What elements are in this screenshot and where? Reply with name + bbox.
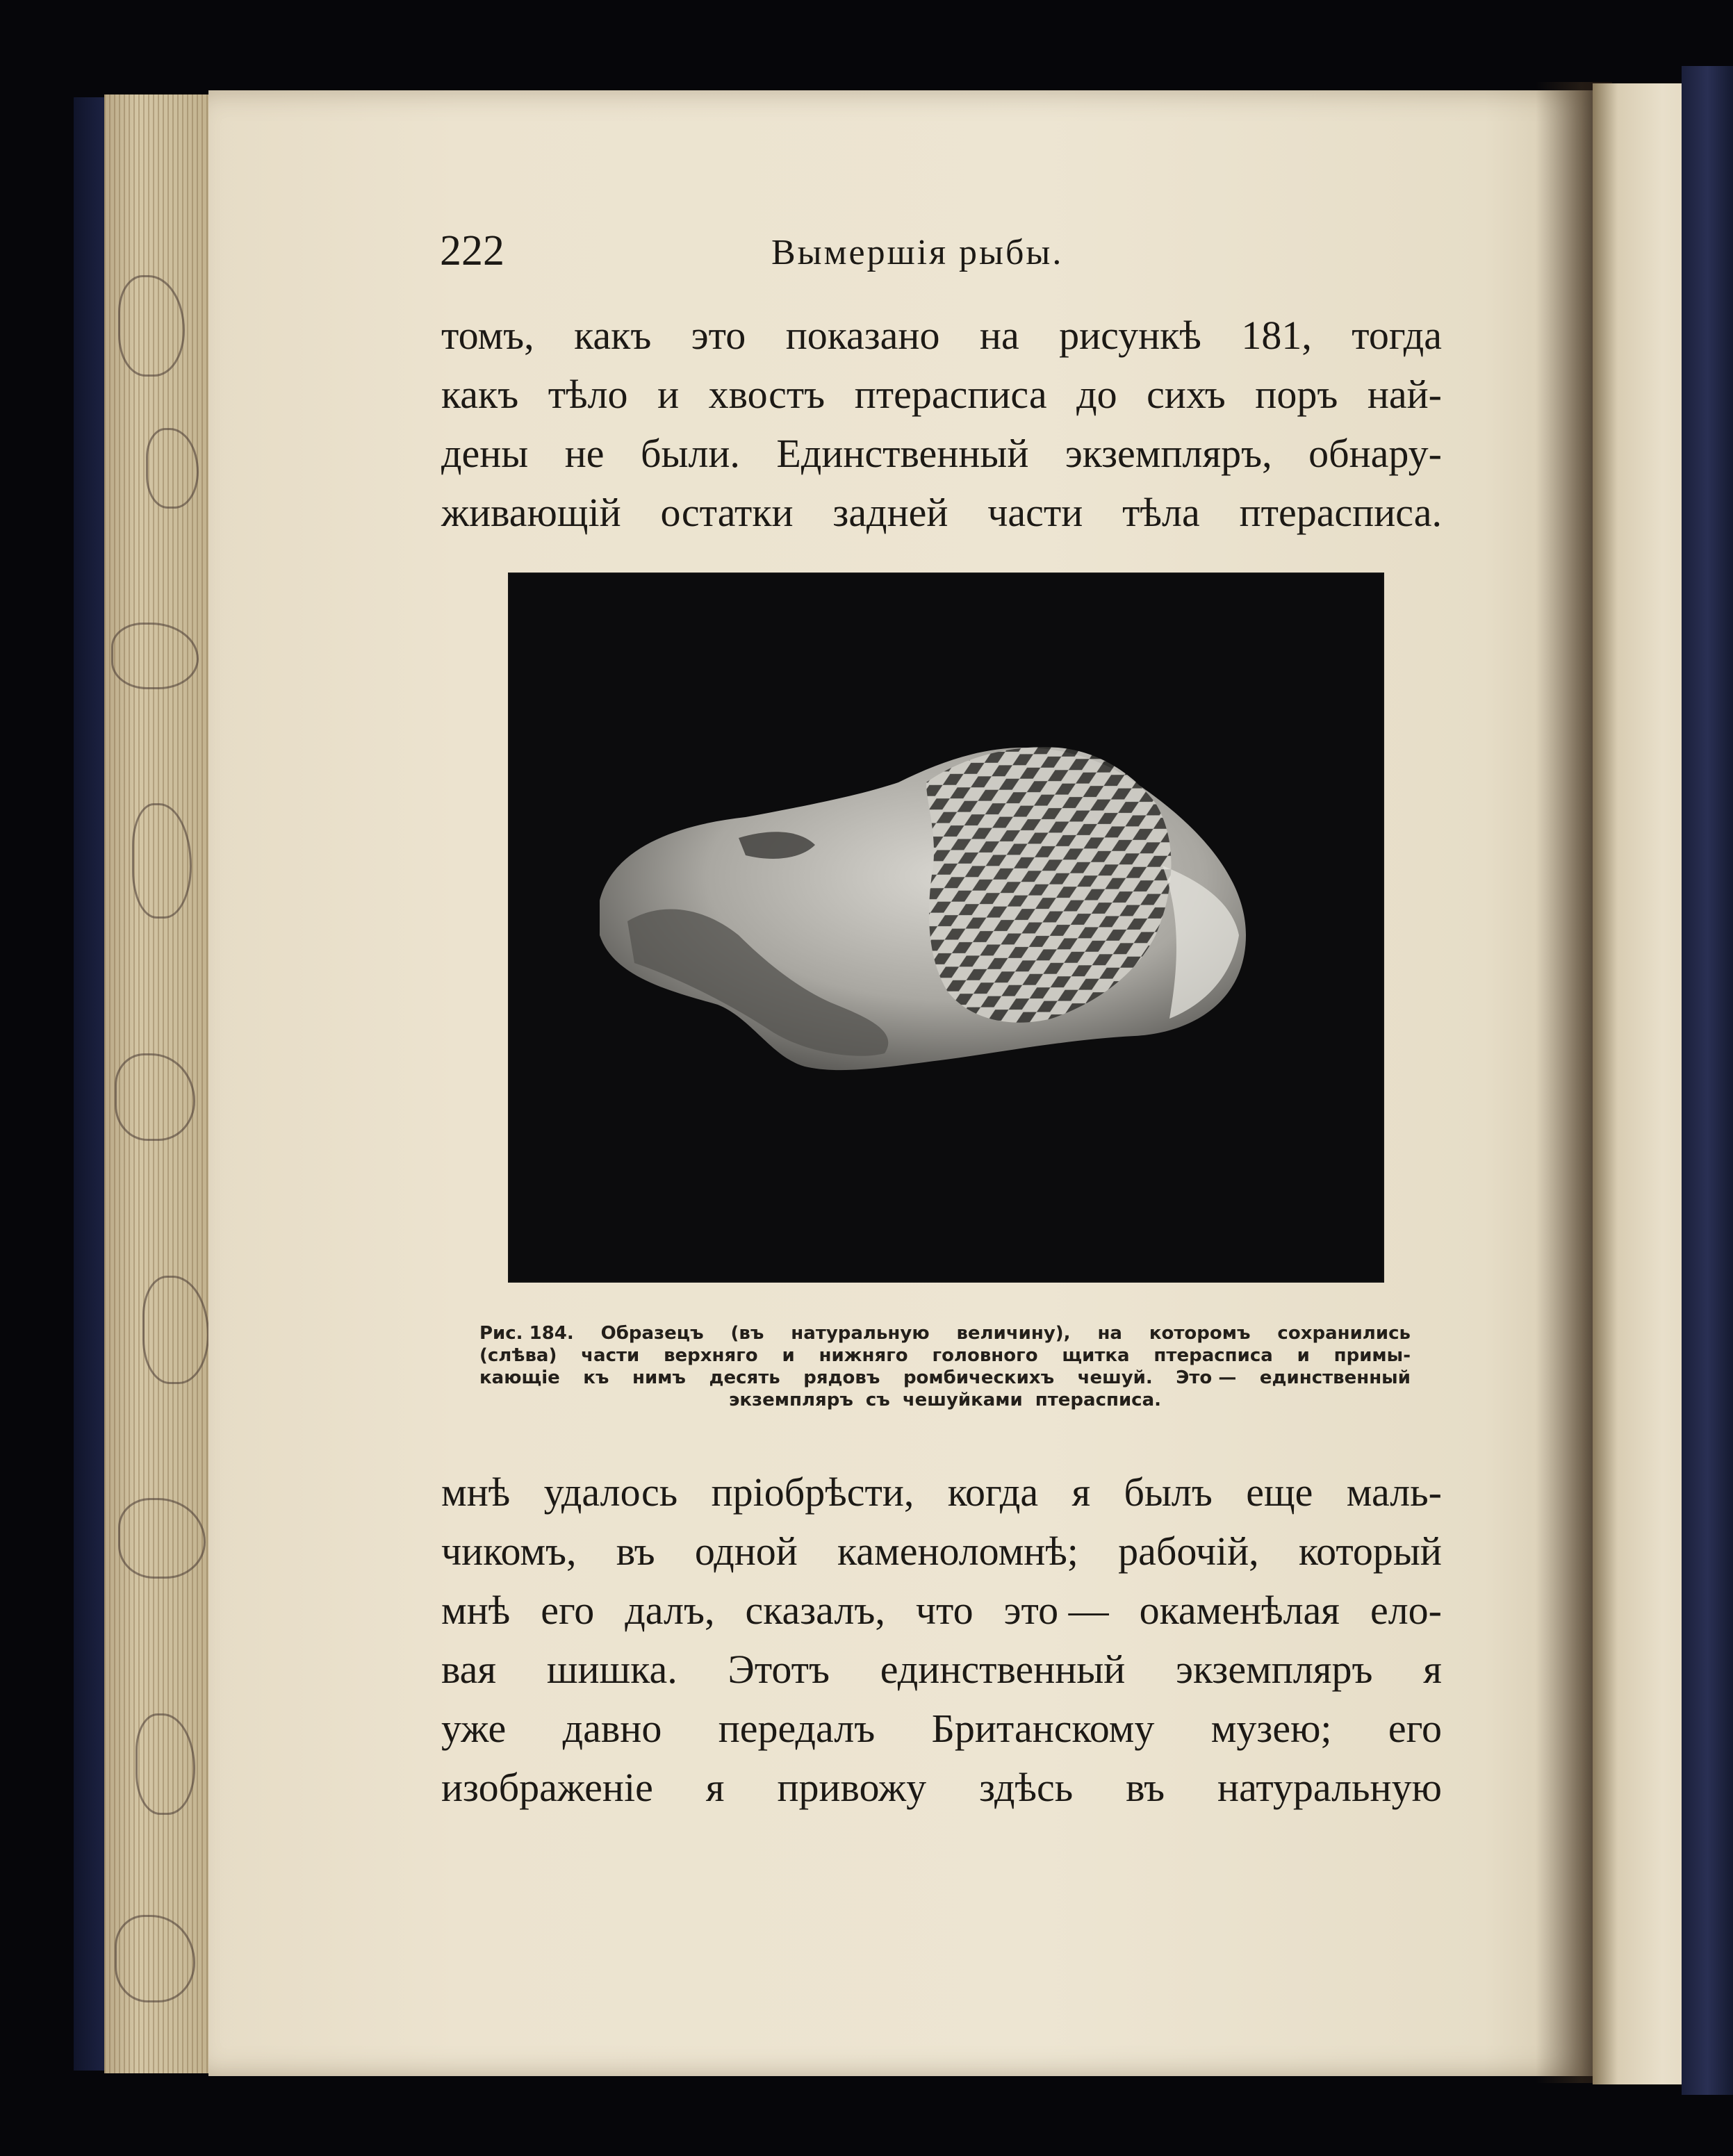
word: какъ <box>441 372 519 417</box>
caption-word: единственный <box>1259 1367 1411 1388</box>
caption-word: головного <box>932 1345 1038 1366</box>
caption-word: части <box>581 1345 640 1366</box>
word: 181, <box>1241 313 1312 358</box>
word: тѣла <box>1122 490 1200 535</box>
caption-word: щитка <box>1062 1345 1130 1366</box>
word: экземпляръ <box>1176 1647 1373 1692</box>
word: най- <box>1367 372 1442 417</box>
word: рисункѣ <box>1059 313 1201 358</box>
word: я <box>1423 1647 1442 1692</box>
word: его <box>1388 1706 1442 1751</box>
word: когда <box>947 1470 1039 1515</box>
word: я <box>1071 1470 1091 1515</box>
word: окаменѣлая <box>1139 1588 1340 1633</box>
word: были. <box>640 431 740 476</box>
word: который <box>1298 1529 1442 1574</box>
word: сказалъ, <box>745 1588 885 1633</box>
text-line <box>441 365 1442 424</box>
word: томъ, <box>441 313 534 358</box>
word: музею; <box>1210 1706 1332 1751</box>
caption-word: и <box>1297 1345 1310 1366</box>
word: удалось <box>543 1470 678 1515</box>
caption-word: величину), <box>956 1323 1071 1344</box>
word: экземпляръ, <box>1065 431 1272 476</box>
word: еще <box>1246 1470 1313 1515</box>
caption-word: Рис. 184. <box>479 1323 574 1344</box>
word: птерасписа <box>854 372 1047 417</box>
fossil-photograph <box>509 574 1383 1281</box>
text-line <box>441 424 1442 483</box>
caption-word: съ <box>865 1390 890 1410</box>
caption-line <box>479 1344 1411 1367</box>
caption-word: экземпляръ <box>728 1390 853 1410</box>
word: давно <box>562 1706 662 1751</box>
word: что <box>915 1588 974 1633</box>
word: привожу <box>777 1765 927 1810</box>
caption-word: сохранились <box>1277 1323 1411 1344</box>
word: его <box>541 1588 595 1633</box>
paragraph-bottom <box>441 1463 1442 1817</box>
page-number: 222 <box>440 227 504 274</box>
word: птерасписа. <box>1239 490 1442 535</box>
caption-word: птерасписа <box>1153 1345 1273 1366</box>
word: передалъ <box>718 1706 876 1751</box>
caption-word: и <box>782 1345 795 1366</box>
text-line <box>441 1522 1442 1581</box>
text-line <box>441 1758 1442 1817</box>
word: это <box>691 313 746 358</box>
word: Единственный <box>776 431 1029 476</box>
caption-word: чешуй. <box>1077 1367 1153 1388</box>
word: въ <box>616 1529 655 1574</box>
word: на <box>979 313 1019 358</box>
caption-line <box>479 1389 1411 1411</box>
text-line <box>441 1581 1442 1640</box>
word: хвостъ <box>708 372 826 417</box>
caption-line <box>479 1367 1411 1389</box>
word: Британскому <box>931 1706 1155 1751</box>
text-line <box>441 1463 1442 1522</box>
caption-word: натуральную <box>791 1323 930 1344</box>
word: каменоломнѣ; <box>837 1529 1078 1574</box>
word: до <box>1076 372 1117 417</box>
word: шишка. <box>546 1647 677 1692</box>
caption-word: ромбическихъ <box>903 1367 1055 1388</box>
word: части <box>987 490 1083 535</box>
marbled-page-edge <box>104 94 219 2073</box>
word: тогда <box>1352 313 1442 358</box>
caption-word: чешуйками <box>902 1390 1023 1410</box>
caption-word: Это — <box>1176 1367 1237 1388</box>
word: мнѣ <box>441 1588 511 1633</box>
caption-word: верхняго <box>664 1345 758 1366</box>
word: одной <box>694 1529 798 1574</box>
figure-caption <box>479 1322 1411 1411</box>
text-line <box>441 306 1442 365</box>
word: какъ <box>574 313 652 358</box>
caption-word: нимъ <box>632 1367 686 1388</box>
word: обнару- <box>1308 431 1442 476</box>
word: пріобрѣсти, <box>711 1470 914 1515</box>
book-cover-right <box>1682 66 1733 2095</box>
caption-word: Образецъ <box>600 1323 704 1344</box>
caption-word: кающіе <box>479 1367 560 1388</box>
caption-word: на <box>1097 1323 1122 1344</box>
caption-word: (слѣва) <box>479 1345 557 1366</box>
text-line <box>441 483 1442 542</box>
word: былъ <box>1124 1470 1213 1515</box>
word: живающій <box>441 490 621 535</box>
word: чикомъ, <box>441 1529 577 1574</box>
word: показано <box>785 313 940 358</box>
word: это — <box>1003 1588 1109 1633</box>
caption-word: которомъ <box>1149 1323 1251 1344</box>
word: задней <box>832 490 948 535</box>
word: вая <box>441 1647 497 1692</box>
word: мнѣ <box>441 1470 511 1515</box>
word: натуральную <box>1217 1765 1442 1810</box>
caption-word: нижняго <box>819 1345 908 1366</box>
word: и <box>657 372 680 417</box>
word: я <box>705 1765 725 1810</box>
word: изображеніе <box>441 1765 653 1810</box>
word: ело- <box>1370 1588 1442 1633</box>
word: единственный <box>880 1647 1126 1692</box>
word: маль- <box>1346 1470 1442 1515</box>
text-line <box>441 1640 1442 1699</box>
word: въ <box>1126 1765 1165 1810</box>
word: дены <box>441 431 529 476</box>
word: рабочій, <box>1118 1529 1259 1574</box>
caption-word: птерасписа. <box>1035 1390 1162 1410</box>
word: здѣсь <box>979 1765 1074 1810</box>
word: тѣло <box>548 372 628 417</box>
caption-word: примы- <box>1333 1345 1411 1366</box>
caption-line <box>479 1322 1411 1344</box>
caption-word: (въ <box>730 1323 764 1344</box>
running-head: Вымершія рыбы. <box>771 233 1064 272</box>
caption-word: рядовъ <box>803 1367 880 1388</box>
paragraph-top <box>441 306 1442 542</box>
word: остатки <box>660 490 794 535</box>
word: Этотъ <box>728 1647 830 1692</box>
caption-word: къ <box>583 1367 609 1388</box>
text-line <box>441 1699 1442 1758</box>
word: уже <box>441 1706 507 1751</box>
word: не <box>564 431 605 476</box>
caption-word: десять <box>709 1367 780 1388</box>
fossil-specimen-image <box>509 574 1383 1281</box>
word: сихъ <box>1147 372 1226 417</box>
word: далъ, <box>625 1588 715 1633</box>
word: поръ <box>1255 372 1338 417</box>
